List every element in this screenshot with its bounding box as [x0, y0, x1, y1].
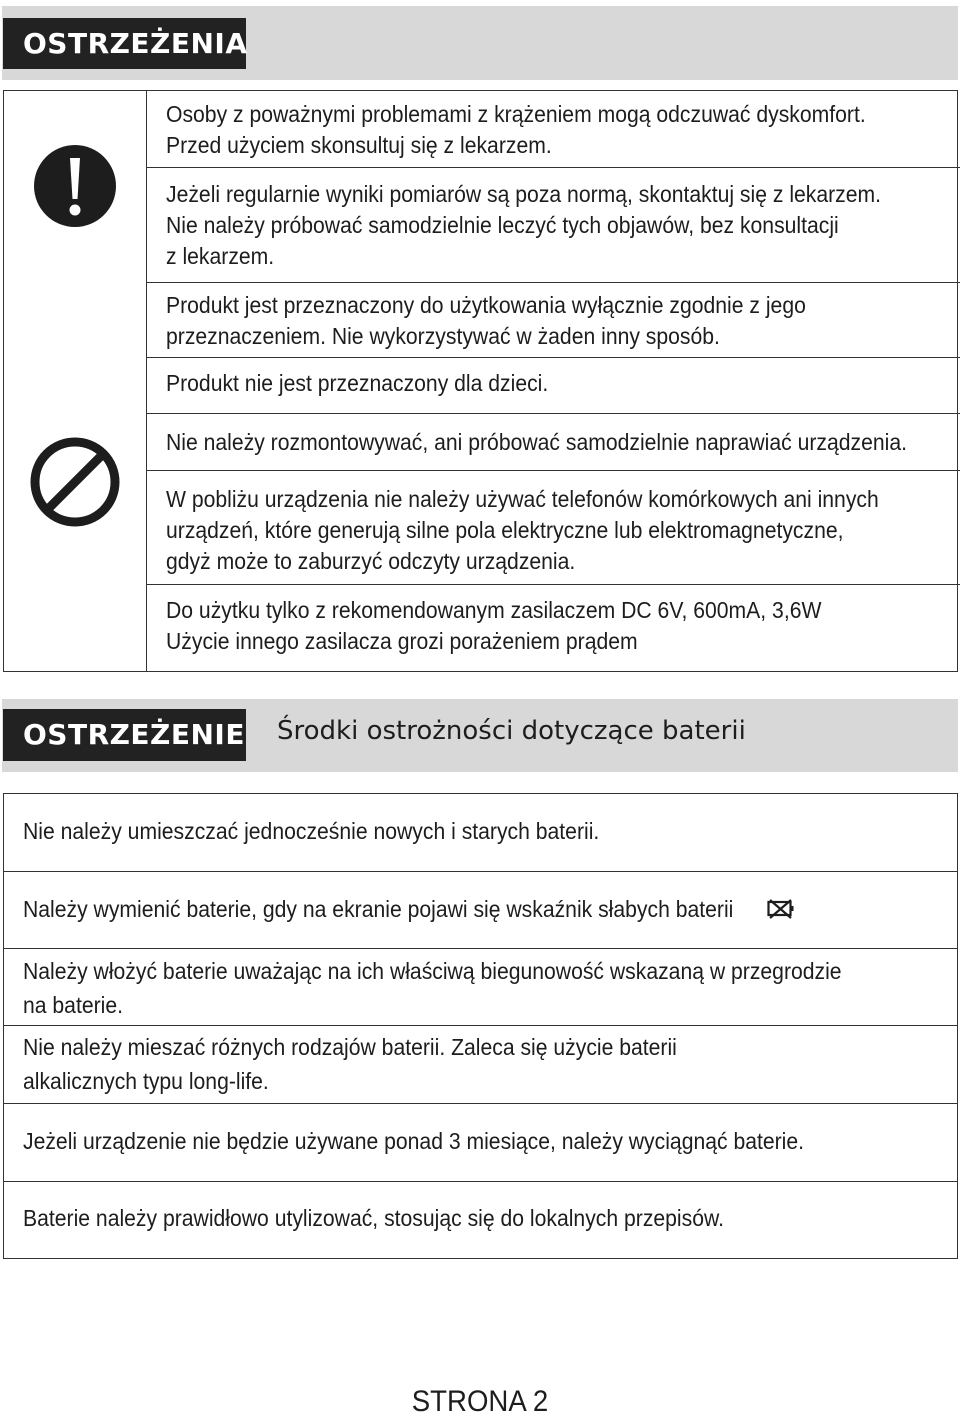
- section2-subtitle: Środki ostrożności dotyczące baterii: [277, 716, 746, 746]
- battery-text: Należy wymienić baterie, gdy na ekranie pojawi się wskaźnik słabych baterii: [23, 896, 734, 922]
- row-divider: [147, 357, 960, 358]
- row-divider: [147, 413, 960, 414]
- battery-precautions-table: [3, 793, 958, 1259]
- row-divider: [147, 584, 960, 585]
- row-divider: [4, 948, 957, 949]
- low-battery-icon: [767, 898, 795, 920]
- row-divider: [4, 1025, 957, 1026]
- warning-text: Nie należy rozmontowywać, ani próbować samodzielnie naprawiać urządzenia.: [166, 429, 907, 455]
- row-divider: [4, 871, 957, 872]
- battery-text: Należy włożyć baterie uważając na ich właściwą biegunowość wskazaną w przegrodzie na baterie.: [23, 958, 842, 1018]
- warning-text: Produkt jest przeznaczony do użytkowania wyłącznie zgodnie z jego przeznaczeniem. Nie wykorzystywać w żaden inny sposób.: [166, 292, 806, 349]
- battery-text: Nie należy umieszczać jednocześnie nowych i starych baterii.: [23, 818, 600, 844]
- warning-text: W pobliżu urządzenia nie należy używać telefonów komórkowych ani innych urządzeń, które generują silne pola elektryczne lub elektromagnetyczne, gdyż może to zaburzyć odczyty urządzenia.: [166, 486, 879, 574]
- battery-text: Nie należy mieszać różnych rodzajów baterii. Zaleca się użycie baterii alkalicznych typu long-life.: [23, 1034, 677, 1094]
- warning-text: Do użytku tylko z rekomendowanym zasilaczem DC 6V, 600mA, 3,6W Użycie innego zasilacza grozi porażeniem prądem: [166, 597, 822, 654]
- row-divider: [147, 167, 960, 168]
- warning-text: Produkt nie jest przeznaczony dla dzieci.: [166, 370, 549, 396]
- battery-text: Baterie należy prawidłowo utylizować, stosując się do lokalnych przepisów.: [23, 1205, 724, 1231]
- page-number: STRONA 2: [411, 1385, 549, 1418]
- row-divider: [147, 470, 960, 471]
- row-divider: [4, 1103, 957, 1104]
- prohibition-icon: [29, 436, 121, 528]
- warning-text: Jeżeli regularnie wyniki pomiarów są poza normą, skontaktuj się z lekarzem. Nie należy próbować samodzielnie leczyć tych objawów, bez konsultacji z lekarzem.: [166, 181, 882, 269]
- warning-text: Osoby z poważnymi problemami z krążeniem mogą odczuwać dyskomfort. Przed użyciem skonsultuj się z lekarzem.: [166, 101, 866, 158]
- exclamation-icon: [33, 144, 117, 228]
- row-divider: [4, 1181, 957, 1182]
- section1-tag: OSTRZEŻENIA: [3, 18, 246, 69]
- section2-tag: OSTRZEŻENIE: [3, 709, 246, 761]
- battery-text: Jeżeli urządzenie nie będzie używane ponad 3 miesiące, należy wyciągnąć baterie.: [23, 1128, 805, 1154]
- row-divider: [147, 282, 960, 283]
